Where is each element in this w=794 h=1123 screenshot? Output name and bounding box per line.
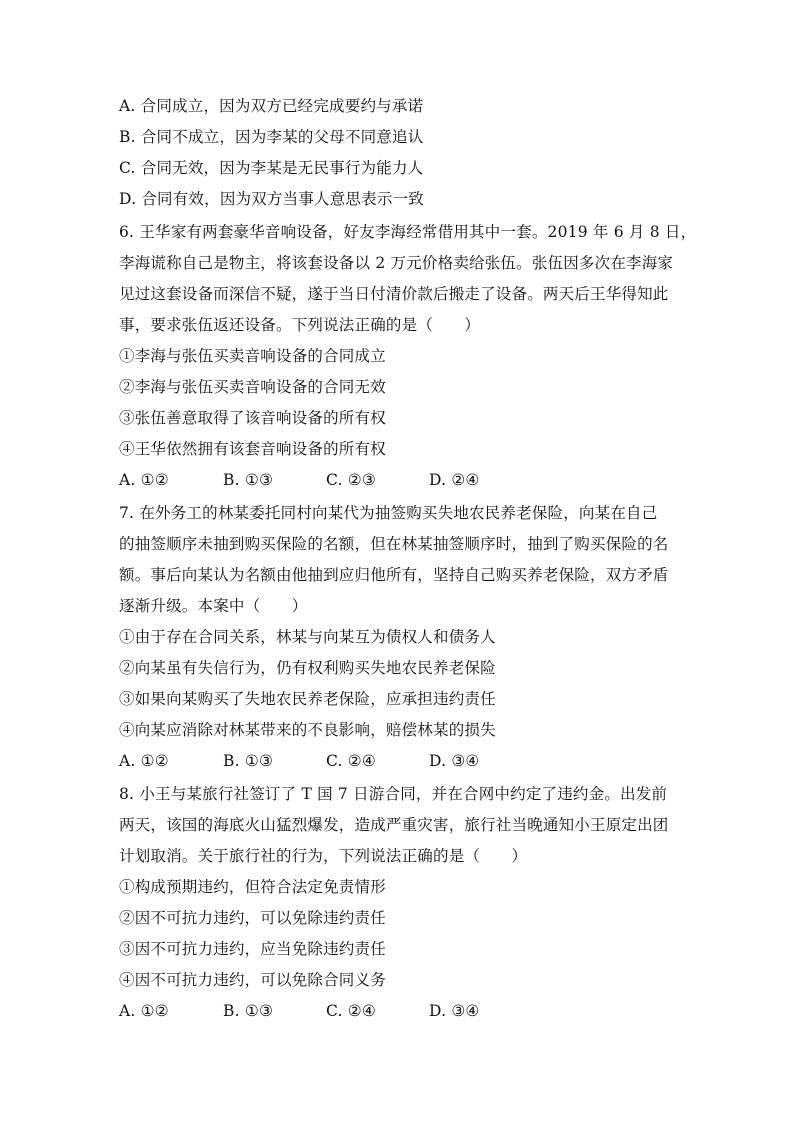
q7-statement-2: ②向某虽有失信行为，仍有权利购买失地农民养老保险 [119,659,496,677]
q8-stem-line: 两天，该国的海底火山猛烈爆发，造成严重灾害，旅行社当晚通知小王原定出团 [119,816,669,834]
q6-choice-b: B. ①③ [223,471,274,489]
q6-statement-4: ④王华依然拥有该套音响设备的所有权 [119,440,386,458]
q6-stem-line: 李海谎称自己是物主，将该套设备以 2 万元价格卖给张伍。张伍因多次在李海家 [119,254,674,272]
q7-stem-line: 7. 在外务工的林某委托同村向某代为抽签购买失地农民养老保险，向某在自己 [119,504,658,522]
q7-stem-line: 逐渐升级。本案中（ ） [119,597,308,615]
q8-statement-3: ③因不可抗力违约，应当免除违约责任 [119,940,386,958]
q7-choice-c: C. ②④ [326,752,376,770]
q7-stem-line: 的抽签顺序未抽到购买保险的名额，但在林某抽签顺序时，抽到了购买保险的名 [119,535,669,553]
q8-choice-d: D. ③④ [429,1002,480,1020]
q6-choice-d: D. ②④ [429,471,480,489]
q7-statement-1: ①由于存在合同关系，林某与向某互为债权人和债务人 [119,628,496,646]
q8-choice-b: B. ①③ [223,1002,274,1020]
q7-statement-3: ③如果向某购买了失地农民养老保险，应承担违约责任 [119,690,496,708]
q8-statement-2: ②因不可抗力违约，可以免除违约责任 [119,909,386,927]
q8-choice-a: A. ①② [119,1002,169,1020]
q5-option-a: A. 合同成立，因为双方已经完成要约与承诺 [119,97,424,115]
q7-choice-b: B. ①③ [223,752,274,770]
q8-stem-line: 计划取消。关于旅行社的行为，下列说法正确的是（ ） [119,847,528,865]
q8-choice-c: C. ②④ [326,1002,376,1020]
q7-choice-d: D. ③④ [429,752,480,770]
q6-stem-line: 6. 王华家有两套豪华音响设备，好友李海经常借用其中一套。2019 年 6 月 8 日， [119,223,697,241]
q7-choice-a: A. ①② [119,752,169,770]
q6-statement-1: ①李海与张伍买卖音响设备的合同成立 [119,347,386,365]
q8-stem-line: 8. 小王与某旅行社签订了 T 国 7 日游合同，并在合网中约定了违约金。出发前 [119,785,668,803]
q5-option-c: C. 合同无效，因为李某是无民事行为能力人 [119,159,424,177]
q6-statement-2: ②李海与张伍买卖音响设备的合同无效 [119,378,386,396]
q6-choice-a: A. ①② [119,471,169,489]
q6-stem-line: 见过这套设备而深信不疑，遂于当日付清价款后搬走了设备。两天后王华得知此 [119,285,669,303]
q5-option-b: B. 合同不成立，因为李某的父母不同意追认 [119,128,424,146]
q6-statement-3: ③张伍善意取得了该音响设备的所有权 [119,409,386,427]
q6-stem-line: 事，要求张伍返还设备。下列说法正确的是（ ） [119,316,481,334]
q7-statement-4: ④向某应消除对林某带来的不良影响，赔偿林某的损失 [119,721,496,739]
q5-option-d: D. 合同有效，因为双方当事人意思表示一致 [119,190,424,208]
q6-choice-c: C. ②③ [326,471,376,489]
q8-statement-1: ①构成预期违约，但符合法定免责情形 [119,878,386,896]
q7-stem-line: 额。事后向某认为名额由他抽到应归他所有，坚持自己购买养老保险，双方矛盾 [119,566,669,584]
q8-statement-4: ④因不可抗力违约，可以免除合同义务 [119,971,386,989]
